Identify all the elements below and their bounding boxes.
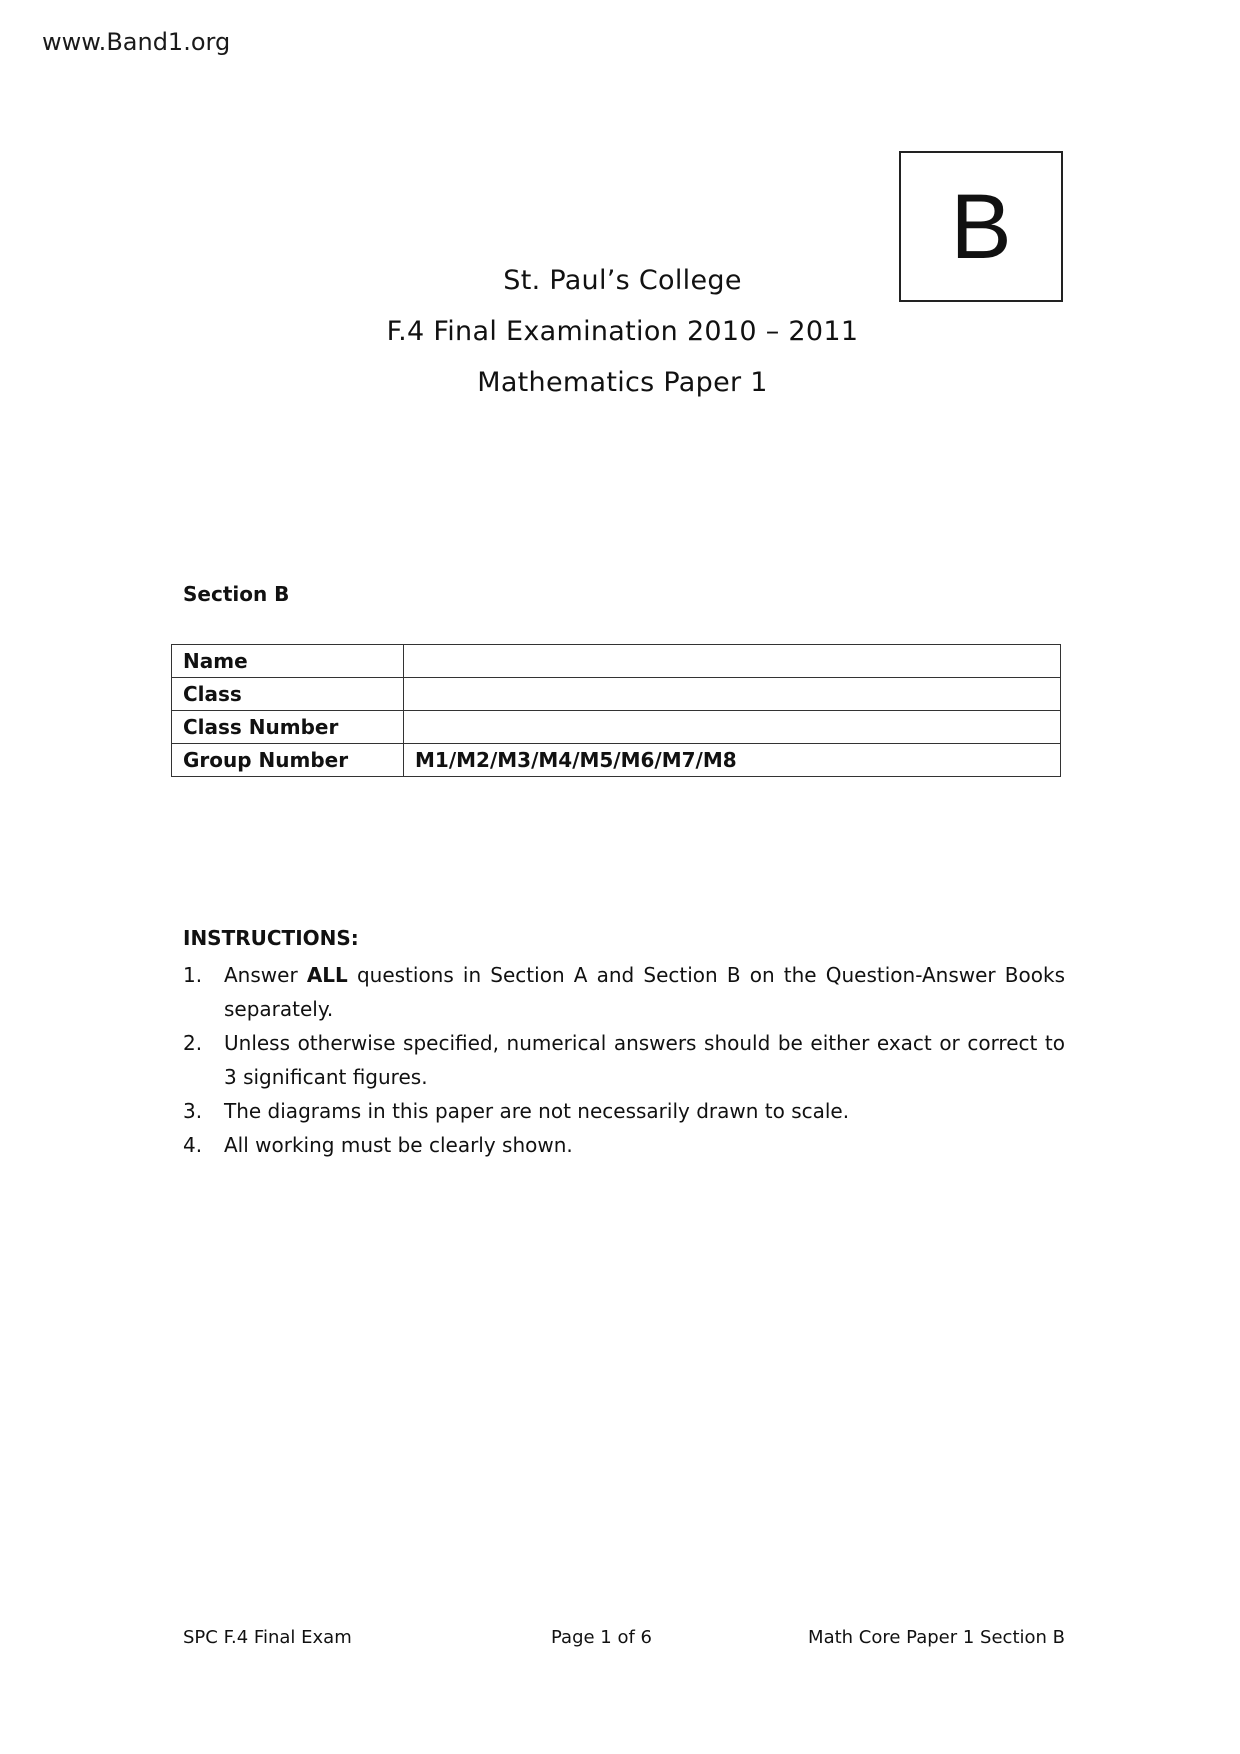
instruction-text bbox=[224, 1026, 1065, 1094]
instructions-heading: INSTRUCTIONS: bbox=[183, 926, 359, 950]
instruction-text-part: Unless otherwise specified, numerical answers should be either exact or correct to 3 significant figures. bbox=[224, 1031, 1065, 1089]
table-row bbox=[172, 744, 1061, 777]
instruction-text bbox=[224, 1094, 1065, 1128]
footer-left: SPC F.4 Final Exam bbox=[183, 1627, 352, 1648]
instruction-number: 2. bbox=[183, 1031, 203, 1055]
footer-page-number: Page 1 of 6 bbox=[551, 1627, 652, 1648]
instruction-number: 3. bbox=[183, 1099, 203, 1123]
name-field[interactable] bbox=[404, 645, 1061, 678]
table-row bbox=[172, 711, 1061, 744]
instruction-text-part: All working must be clearly shown. bbox=[224, 1133, 573, 1157]
instruction-emphasis: ALL bbox=[306, 963, 348, 987]
instruction-number: 4. bbox=[183, 1133, 203, 1157]
watermark-text: www.Band1.org bbox=[42, 28, 231, 56]
instruction-text-part: The diagrams in this paper are not necessarily drawn to scale. bbox=[224, 1099, 850, 1123]
title-block bbox=[0, 262, 1240, 415]
list-item bbox=[183, 958, 1065, 1026]
paper-title: Mathematics Paper 1 bbox=[477, 367, 768, 398]
instruction-text bbox=[224, 1128, 1065, 1162]
instruction-text-part: questions in Section A and Section B on the Question-Answer Books separately. bbox=[224, 963, 1065, 1021]
group-number-value: M1/M2/M3/M4/M5/M6/M7/M8 bbox=[404, 744, 1061, 777]
class-number-field[interactable] bbox=[404, 711, 1061, 744]
class-field[interactable] bbox=[404, 678, 1061, 711]
instruction-text bbox=[224, 958, 1065, 1026]
table-row bbox=[172, 645, 1061, 678]
list-item bbox=[183, 1128, 1065, 1162]
student-info-table bbox=[171, 644, 1061, 777]
table-row bbox=[172, 678, 1061, 711]
instruction-number: 1. bbox=[183, 963, 203, 987]
instruction-text-part: Answer bbox=[224, 963, 307, 987]
list-item bbox=[183, 1094, 1065, 1128]
footer-right: Math Core Paper 1 Section B bbox=[808, 1627, 1065, 1648]
exam-title: F.4 Final Examination 2010 – 2011 bbox=[386, 316, 859, 347]
page-footer bbox=[183, 1627, 1065, 1651]
class-number-label: Class Number bbox=[172, 711, 404, 744]
paper-version-box: B bbox=[899, 151, 1063, 302]
instructions bbox=[183, 924, 1065, 1162]
class-label: Class bbox=[172, 678, 404, 711]
name-label: Name bbox=[172, 645, 404, 678]
section-label: Section B bbox=[183, 582, 290, 606]
group-number-label: Group Number bbox=[172, 744, 404, 777]
list-item bbox=[183, 1026, 1065, 1094]
school-name: St. Paul’s College bbox=[503, 265, 742, 296]
